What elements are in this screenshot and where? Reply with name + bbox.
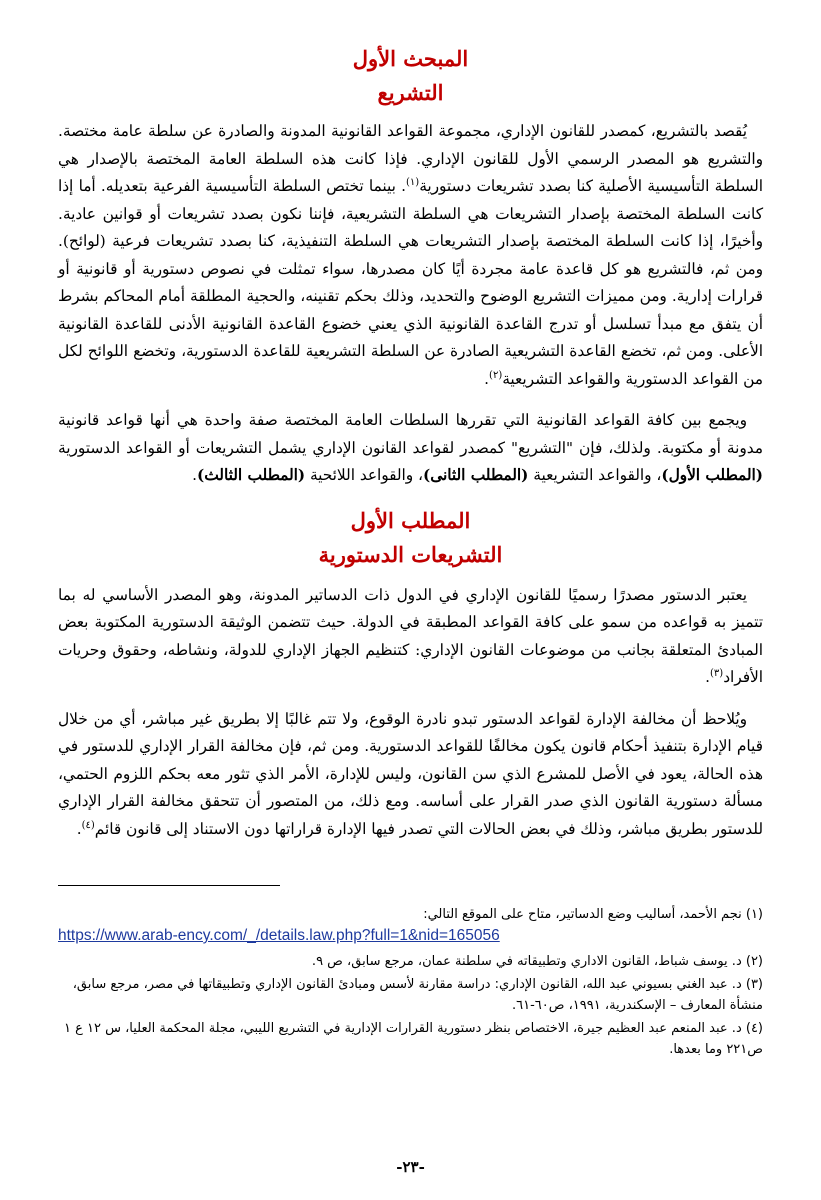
paragraph-4-text-b: . [76,819,82,838]
footnote-ref-2: (٢) [489,369,503,381]
footnote-1: (١) نجم الأحمد، أساليب وضع الدساتير، متاح على الموقع التالي: [423,907,763,922]
paragraph-2-text-d: ، والقواعد اللائحية [309,466,423,484]
paragraph-4-text-a: ويُلاحظ أن مخالفة الإدارة لقواعد الدستور تبدو نادرة الوقوع، ولا تتم غالبًا إلا بطريق غير مباشر، أي من خلال قيام الإدارة بتنفيذ أحكام قانون يكون مخالفًا للقواعد الدستورية. ومن ثم، فإن مخالفة القرار الإداري للدستور في هذه الحالة، يعود في الأصل للمشرع الذي سن القانون، وليس للإدارة، الأمر الذي تثور معه بحكم اللزوم الحتمي، مسألة دستورية القانون الذي صدر القرار على أساسه. ومع ذلك، من المتصور أن تتحقق مخالفة القرار الإداري للدستور بطريق مباشر، وذلك في بعض الحالات التي تصدر فيها الإدارة قراراتها دون الاستناد إلى قانون قائم [58,709,763,838]
paragraph-2-text-a: ويجمع بين كافة القواعد القانونية التي تقررها السلطات العامة المختصة صفة واحدة هي أنها قواعد قانونية مدونة أو مكتوبة. ولذلك، فإن "التشريع" كمصدر لقواعد القانون الإداري يشمل التشريعات أو القواعد الدستورية [58,411,763,457]
footnote-ref-1: (١) [406,176,420,188]
footnote-1-link[interactable]: https://www.arab-ency.com/_/details.law.php?full=1&nid=165056 [58,927,500,944]
paragraph-2-text-e: . [192,466,198,484]
section-subtitle: التشريع [377,80,444,105]
section-title: المبحث الأول [352,46,469,71]
subsection-subtitle: التشريعات الدستورية [318,541,503,567]
paragraph-3-text-a: يعتبر الدستور مصدرًا رسميًا للقانون الإداري في الدول ذات الدساتير المدونة، وهو المصدر الأساسي له بما تتميز به قواعده من سمو على كافة القواعد المطبقة في الدولة. حيث تتضمن الوثيقة الدستورية المكتوبة بعض المبادئ المتعلقة بجانب من موضوعات القانون الإداري: كتنظيم الجهاز الإداري للدولة، ونشاطه، وحقوق وحريات الأفراد [58,585,763,686]
subsection-title: المطلب الأول [350,507,471,533]
paragraph-2 [58,407,763,490]
footnote-ref-3: (٣) [710,667,724,679]
footnote-divider [58,885,280,886]
paragraph-1-text-b: . بينما تختص السلطة التأسيسية الفرعية بتعديله. أما إذا كانت السلطة المختصة بإصدار التشريعات هي السلطة التشريعية، فإننا نكون بصدد تشريعات أو قوانين عادية. وأخيرًا، إذا كانت السلطة المختصة بإصدار التشريعات هي السلطة التنفيذية، كنا بصدد تشريعات فرعية (لوائح). ومن ثم، فالتشريع هو كل قاعدة عامة مجردة أيًا كان مصدرها، سواء تمثلت في نصوص دستورية أو قانونية أو قرارات إدارية. ومن مميزات التشريع الوضوح والتحديد، وذلك بحكم تقنينه، والحجية المطلقة أمام المحاكم بشرط أن يتفق مع مبدأ تسلسل أو تدرج القاعدة القانونية الذي يعني خضوع القاعدة القانونية الأدنى للقاعدة القانونية الأعلى. ومن ثم، تخضع القاعدة التشريعية الصادرة عن السلطة التشريعية للقاعدة الدستورية، وتخضع اللوائح لكل من القواعد الدستورية والقواعد التشريعية [58,177,763,388]
footnote-ref-4: (٤) [81,819,95,831]
paragraph-3 [58,582,763,692]
paragraph-1-text-a: يُقصد بالتشريع، كمصدر للقانون الإداري، مجموعة القواعد القانونية المدونة والصادرة عن سلطة عامة مختصة. والتشريع هو المصدر الرسمي الأول للقانون الإداري. فإذا كانت هذه السلطة العامة المختصة بالإصدار هي السلطة التأسيسية الأصلية كنا بصدد تشريعات دستورية [58,122,763,195]
paragraph-1-text-c: . [484,369,490,388]
footnote-2: (٢) د. يوسف شباط، القانون الاداري وتطبيقاته في سلطنة عمان، مرجع سابق، ص ٩. [311,954,763,969]
paragraph-2-bold-2: (المطلب الثانى) [422,466,529,484]
paragraph-4 [58,706,763,844]
paragraph-2-bold-1: (المطلب الأول) [661,466,763,484]
paragraph-3-text-b: . [705,668,711,686]
paragraph-1 [58,118,763,393]
paragraph-2-bold-3: (المطلب الثالث) [197,466,306,484]
paragraph-2-text-c: ، والقواعد التشريعية [533,466,662,484]
footnote-4: (٤) د. عبد المنعم عبد العظيم جيرة، الاختصاص بنظر دستورية القرارات الإدارية في التشريع الليبي، مجلة المحكمة العليا، س ١٢ ع ١ ص٢٢١ وما بعدها. [63,1021,763,1057]
page-number: -٢٣- [396,1158,425,1176]
footnote-3: (٣) د. عبد الغني بسيوني عبد الله، القانون الإداري: دراسة مقارنة لأسس ومبادئ القانون الإداري وتطبيقاتها في مصر، مرجع سابق، منشأة المعارف – الإسكندرية، ١٩٩١، ص٦٠-٦١. [72,977,763,1013]
